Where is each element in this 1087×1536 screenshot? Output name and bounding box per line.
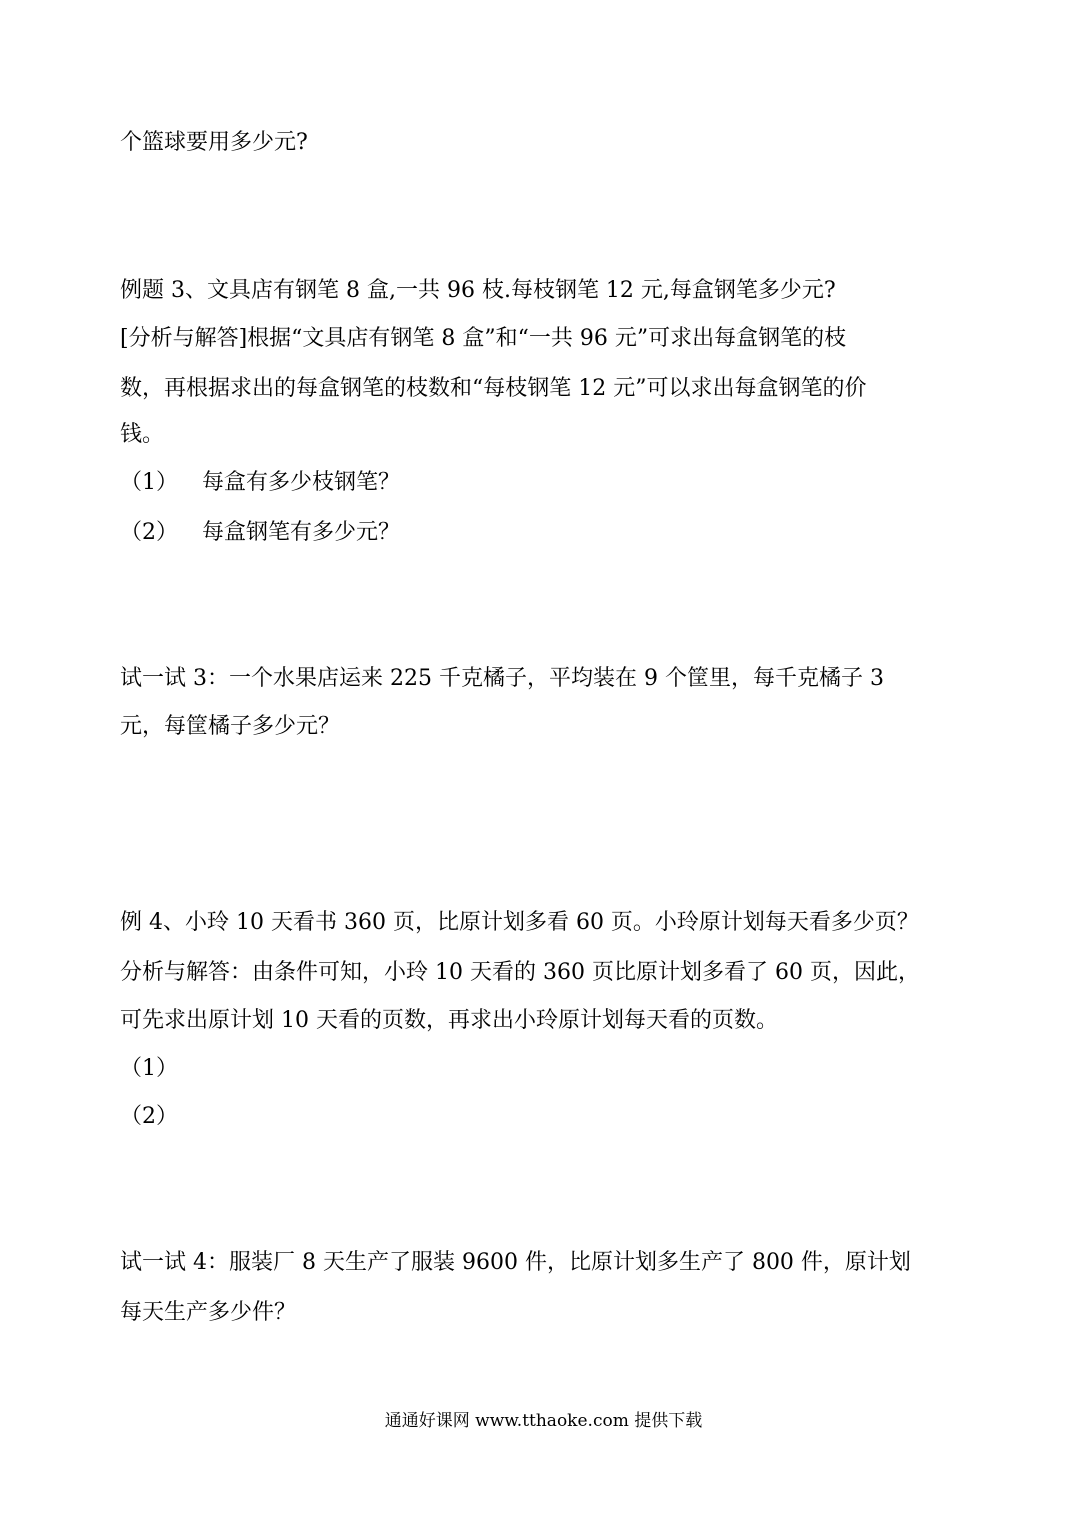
example4-analysis-line-2: 可先求出原计划 10 天看的页数，再求出小玲原计划每天看的页数。 [120,1008,778,1033]
step-number: （2） [120,520,178,545]
try4-line-2: 每天生产多少件？ [120,1300,297,1325]
example3-analysis-line-1: [分析与解答]根据“文具店有钢笔 8 盒”和“一共 96 元”可求出每盒钢笔的枝 [120,326,847,351]
page-footer: 通通好课网 www.tthaoke.com 提供下载 [384,1411,703,1431]
example3-question: 例题 3、文具店有钢笔 8 盒,一共 96 枝.每枝钢笔 12 元,每盒钢笔多少元? [120,278,836,303]
try4-line-1: 试一试 4：服装厂 8 天生产了服装 9600 件，比原计划多生产了 800 件，原计划 [120,1250,911,1275]
example4-question: 例 4、小玲 10 天看书 360 页，比原计划多看 60 页。小玲原计划每天看多少页？ [120,910,919,935]
example4-analysis-line-1: 分析与解答：由条件可知，小玲 10 天看的 360 页比原计划多看了 60 页，因此， [120,960,920,985]
example3-step-1 [120,468,400,498]
example4-step-2: （2） [120,1104,178,1129]
step-text: 每盒有多少枝钢笔？ [202,470,401,495]
step-text: 每盒钢笔有多少元？ [202,520,401,545]
example3-step-2 [120,518,400,548]
example4-step-1: （1） [120,1056,178,1081]
try3-line-2: 元，每筐橘子多少元？ [120,714,341,739]
continuation-line: 个篮球要用多少元? [120,130,308,155]
step-number: （1） [120,470,178,495]
example3-analysis-line-2: 数，再根据求出的每盒钢笔的枝数和“每枝钢笔 12 元”可以求出每盒钢笔的价 [120,376,867,401]
example3-analysis-line-3: 钱。 [120,422,165,447]
try3-line-1: 试一试 3：一个水果店运来 225 千克橘子，平均装在 9 个筐里，每千克橘子 3 [120,666,884,691]
